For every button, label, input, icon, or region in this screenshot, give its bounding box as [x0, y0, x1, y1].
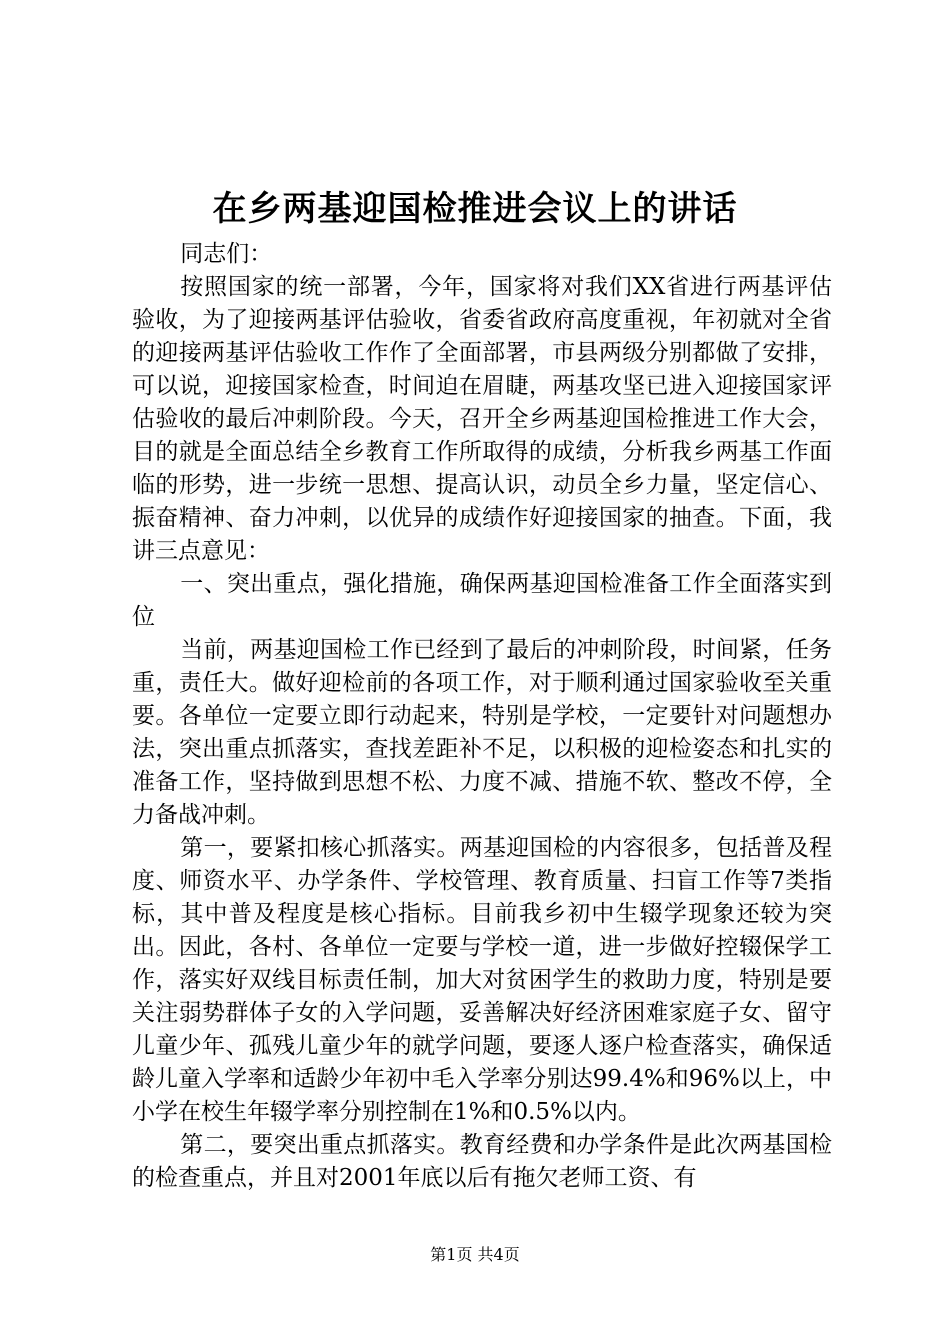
section-heading-1: 一、突出重点，强化措施，确保两基迎国检准备工作全面落实到位: [132, 571, 832, 630]
page-number-footer: 第1页 共4页: [430, 1245, 520, 1264]
paragraph-current-situation: 当前，两基迎国检工作已经到了最后的冲刺阶段，时间紧，任务重，责任大。做好迎检前的各项工作，对于顺利通过国家验收至关重要。各单位一定要立即行动起来，特别是学校，一定要针对问题想办法，突出重点抓落实，查找差距补不足，以积极的迎检姿态和扎实的准备工作，坚持做到思想不松、力度不减、措施不软、整改不停，全力备战冲刺。: [132, 637, 832, 828]
document-body: [132, 238, 832, 1195]
document-title: 在乡两基迎国检推进会议上的讲话: [212, 189, 738, 229]
paragraph-intro: 按照国家的统一部署，今年，国家将对我们XX省进行两基评估验收，为了迎接两基评估验收，省委省政府高度重视，年初就对全省的迎接两基评估验收工作作了全面部署，市县两级分别都做了安排，可以说，迎接国家检查，时间迫在眉睫，两基攻坚已进入迎接国家评估验收的最后冲刺阶段。今天，召开全乡两基迎国检推进工作大会，目的就是全面总结全乡教育工作所取得的成绩，分析我乡两基工作面临的形势，进一步统一思想、提高认识，动员全乡力量，坚定信心、振奋精神、奋力冲刺，以优异的成绩作好迎接国家的抽查。下面，我讲三点意见：: [132, 274, 832, 564]
paragraph-greeting: 同志们：: [180, 241, 273, 267]
paragraph-point-2: 第二，要突出重点抓落实。教育经费和办学条件是此次两基国检的检查重点，并且对2001年底以后有拖欠老师工资、有: [132, 1132, 832, 1191]
paragraph-point-1: 第一，要紧扣核心抓落实。两基迎国检的内容很多，包括普及程度、师资水平、办学条件、学校管理、教育质量、扫盲工作等7类指标，其中普及程度是核心指标。目前我乡初中生辍学现象还较为突出。因此，各村、各单位一定要与学校一道，进一步做好控辍保学工作，落实好双线目标责任制，加大对贫困学生的救助力度，特别是要关注弱势群体子女的入学问题，妥善解决好经济困难家庭子女、留守儿童少年、孤残儿童少年的就学问题，要逐人逐户检查落实，确保适龄儿童入学率和适龄少年初中毛入学率分别达99.4%和96%以上，中小学在校生年辍学率分别控制在1%和0.5%以内。: [132, 835, 832, 1125]
